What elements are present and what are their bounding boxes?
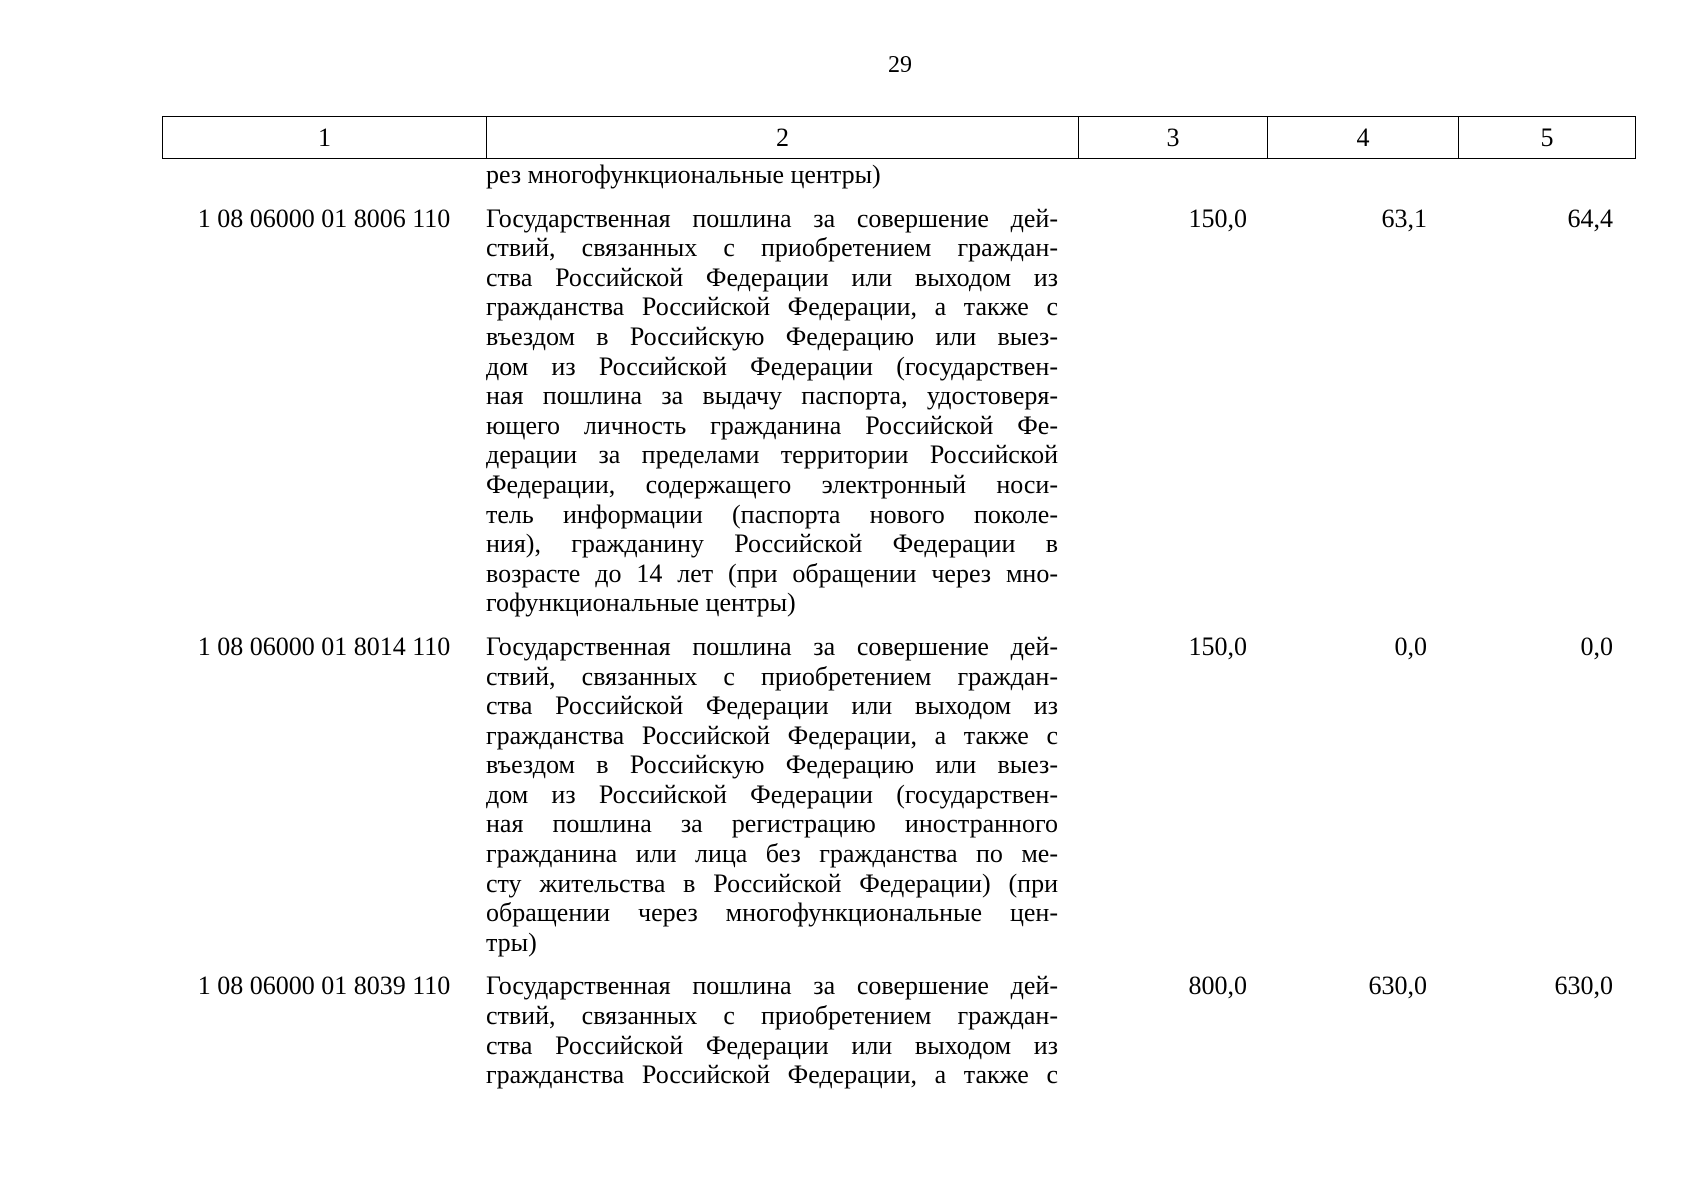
row-code: 1 08 06000 01 8014 110 <box>197 631 451 661</box>
page-number: 29 <box>888 52 912 78</box>
column-header-5: 5 <box>1459 117 1636 159</box>
description-line: гражданства Российской Федерации, а также с <box>486 720 1058 750</box>
column-header-table <box>162 116 1636 159</box>
description-line: ная пошлина за выдачу паспорта, удостоверя- <box>486 381 1058 411</box>
row-value-col3: 800,0 <box>1188 971 1247 1001</box>
description-line: ствий, связанных с приобретением граждан- <box>486 1001 1058 1031</box>
column-header-4: 4 <box>1268 117 1459 159</box>
row-description <box>486 632 1058 958</box>
table-row <box>162 971 1635 1089</box>
row-value-col5: 64,4 <box>1567 203 1613 233</box>
description-line: гражданства Российской Федерации, а также с <box>486 292 1058 322</box>
description-line: ства Российской Федерации или выходом из <box>486 262 1058 292</box>
description-line: ствий, связанных с приобретением граждан- <box>486 233 1058 263</box>
description-line: ния), гражданину Российской Федерации в <box>486 529 1058 559</box>
row-value-col4: 0,0 <box>1394 631 1427 661</box>
table-row <box>162 632 1635 958</box>
table-body <box>162 160 1635 1090</box>
column-header-1: 1 <box>163 117 487 159</box>
description-line: ная пошлина за регистрацию иностранного <box>486 809 1058 839</box>
description-line: Государственная пошлина за совершение дей- <box>486 971 1058 1001</box>
column-header-row <box>163 117 1636 159</box>
description-line: возрасте до 14 лет (при обращении через мно- <box>486 558 1058 588</box>
row-value-col3: 150,0 <box>1188 203 1247 233</box>
description-line: Государственная пошлина за совершение дей- <box>486 631 1058 661</box>
row-description <box>486 204 1058 618</box>
description-line: гражданства Российской Федерации, а также с <box>486 1060 1058 1090</box>
row-value-col5: 0,0 <box>1580 631 1613 661</box>
description-line: тры) <box>486 927 537 957</box>
description-line: ства Российской Федерации или выходом из <box>486 691 1058 721</box>
table-row <box>162 204 1635 618</box>
description-line: Федерации, содержащего электронный носи- <box>486 469 1058 499</box>
description-line: ства Российской Федерации или выходом из <box>486 1030 1058 1060</box>
description-line: тель информации (паспорта нового поколе- <box>486 499 1058 529</box>
description-line: въездом в Российскую Федерацию или выез- <box>486 750 1058 780</box>
row-value-col4: 63,1 <box>1381 203 1427 233</box>
row-value-col5: 630,0 <box>1554 971 1613 1001</box>
column-header-2: 2 <box>487 117 1079 159</box>
row-value-col4: 630,0 <box>1368 971 1427 1001</box>
description-line: ющего личность гражданина Российской Фе- <box>486 410 1058 440</box>
description-line: сту жительства в Российской Федерации) (при <box>486 868 1058 898</box>
description-line: обращении через многофункциональные цен- <box>486 898 1058 928</box>
description-line: ствий, связанных с приобретением граждан- <box>486 661 1058 691</box>
description-line: въездом в Российскую Федерацию или выез- <box>486 321 1058 351</box>
description-line: дом из Российской Федерации (государствен- <box>486 351 1058 381</box>
description-line: дом из Российской Федерации (государствен- <box>486 779 1058 809</box>
column-header-3: 3 <box>1079 117 1268 159</box>
continuation-text: рез многофункциональные центры) <box>486 160 881 189</box>
description-line: дерации за пределами территории Российской <box>486 440 1058 470</box>
row-description <box>486 971 1058 1089</box>
row-value-col3: 150,0 <box>1188 631 1247 661</box>
description-line: гофункциональные центры) <box>486 588 796 618</box>
row-code: 1 08 06000 01 8039 110 <box>197 971 451 1001</box>
description-line: Государственная пошлина за совершение дей- <box>486 203 1058 233</box>
description-line: гражданина или лица без гражданства по ме- <box>486 839 1058 869</box>
row-code: 1 08 06000 01 8006 110 <box>197 203 451 233</box>
